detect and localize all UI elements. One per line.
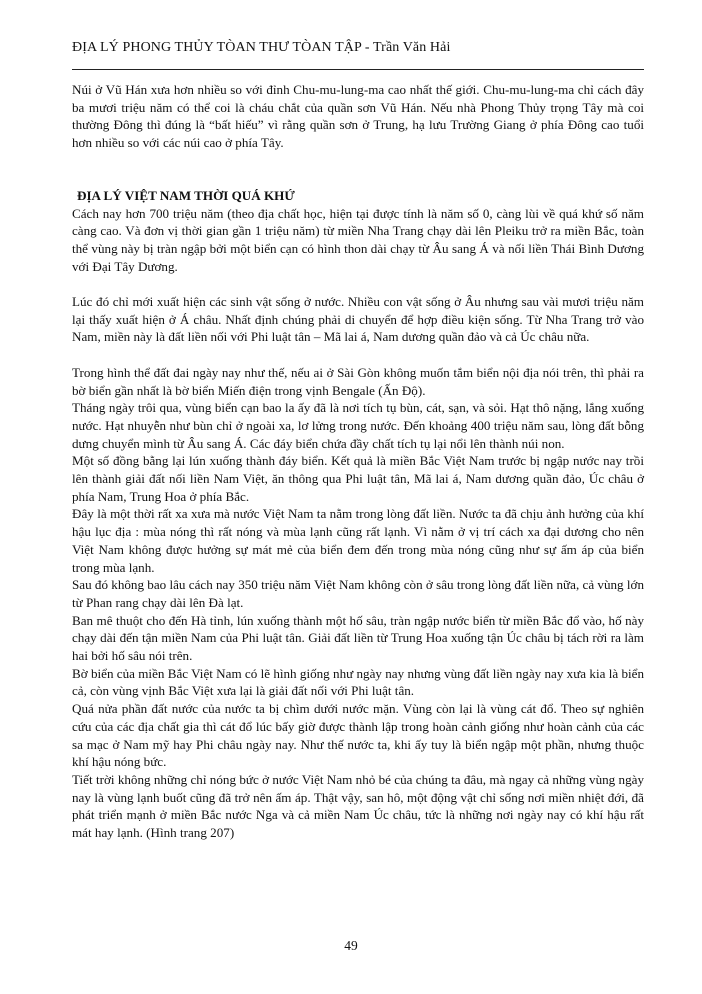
page-number: 49 — [344, 938, 358, 953]
intro-paragraph: Núi ở Vũ Hán xưa hơn nhiều so với đỉnh Chu-mu-lung-ma cao nhất thế giới. Chu-mu-lung-ma chỉ cách đây ba mươi triệu năm có thể coi là cháu chắt của quần sơn Vũ Hán. Nếu nhà Phong Thủy trọng Tây mà coi thường Đông thì đúng là “bất hiếu” vì rằng quần sơn ở Trung, hạ lưu Trường Giang ở phía Đông cao tuổi hơn nhiều so với các núi cao ở phía Tây. — [72, 82, 644, 151]
body-paragraph: Lúc đó chỉ mới xuất hiện các sinh vật sống ở nước. Nhiều con vật sống ở Âu nhưng sau vài mươi triệu năm lại thấy xuất hiện ở Á châu. Nhất định chúng phải di chuyển để hợp điều kiện sống. Từ Nha Trang trở vào Nam, miền này là đất liền nối với Phi luật tân – Mã lai á, Nam dương quần đảo và cả Úc châu nữa. — [72, 294, 644, 345]
body-paragraph: Tháng ngày trôi qua, vùng biển cạn bao la ấy đã là nơi tích tụ bùn, cát, sạn, và sỏi. Hạt thô nặng, lắng xuống nước. Hạt nhuyễn như bùn chỉ ở ngoài xa, lơ lửng trong nước. Đến khoảng 400 triệu năm sau, lòng đất bỗng dưng chuyển mình từ Âu sang Á. Các đáy biển chứa đầy chất tích tụ lại nổi lên thành núi non. — [72, 400, 644, 451]
running-header: ĐỊA LÝ PHONG THỦY TÒAN THƯ TÒAN TẬP - Trần Văn Hải — [72, 40, 451, 55]
body-paragraph: Sau đó không bao lâu cách nay 350 triệu năm Việt Nam không còn ở sâu trong lòng đất liền nữa, cả vùng lớn từ Phan rang chạy dài lên Đà lạt. — [72, 577, 644, 610]
body-paragraph: Quá nửa phần đất nước của nước ta bị chìm dưới nước mặn. Vùng còn lại là vùng cát đổ. Theo sự nghiên cứu của các địa chất gia thì cát đổ lúc bấy giờ được thành lập trong hoàn cảnh giống như hoàn cảnh của các sa mạc ở Nam mỹ hay Phi châu ngày nay. Như thế nước ta, khi ấy tuy là biển ngập một phần, nhưng thuộc khí hậu nóng bức. — [72, 701, 644, 770]
body-paragraph: Trong hình thể đất đai ngày nay như thế, nếu ai ở Sài Gòn không muốn tắm biển nội địa nói trên, thì phải ra bờ biển gần nhất là bờ biển Miến điện trong vịnh Bengale (Ấn Độ). — [72, 364, 644, 398]
body-paragraph: Cách nay hơn 700 triệu năm (theo địa chất học, hiện tại được tính là năm số 0, càng lùi về quá khứ số năm càng cao. Và đơn vị thời gian gần 1 triệu năm) từ miền Nha Trang chạy dài lên Pleiku trở ra miền Bắc, toàn thể vùng này bị tràn ngập bởi một biển cạn có hình thon dài chạy từ Âu sang Á và nối liền Thái Bình Dương với Đại Tây Dương. — [72, 205, 644, 274]
body-paragraph: Ban mê thuột cho đến Hà tỉnh, lún xuống thành một hố sâu, tràn ngập nước biển từ miền Bắc đổ vào, hố này chạy dài đến tận miền Nam của Phi luật tân. Giải đất liền từ Trung Hoa xuống tận Úc châu bị tách rời ra làm hai bởi hố sâu nói trên. — [72, 612, 644, 664]
body-paragraph: Một số đồng bằng lại lún xuống thành đáy biển. Kết quả là miền Bắc Việt Nam trước bị ngập nước nay trồi lên thành giải đất nối liền Nam Việt, ăn thông qua Phi luật tân, Mã lai á, Nam dương quần đảo, Úc châu ở phía Nam, Trung Hoa ở phía Bắc. — [72, 453, 644, 504]
body-paragraph: Bờ biển của miền Bắc Việt Nam có lẽ hình giống như ngày nay nhưng vùng đất liền ngày nay xưa kia là biển cả, còn vùng vịnh Bắc Việt xưa lại là giải đất nối với Phi luật tân. — [72, 665, 644, 699]
section-heading: ĐỊA LÝ VIỆT NAM THỜI QUÁ KHỨ — [77, 187, 295, 203]
body-paragraph: Tiết trời không những chỉ nóng bức ở nước Việt Nam nhỏ bé của chúng ta đâu, mà ngay cả những vùng ngày nay là vùng lạnh buốt cũng đã trở nên ấm áp. Thật vậy, san hô, một động vật chỉ sống nơi miền nhiệt đới, đã phát triển mạnh ở miền Bắc nước Nga và cả miền Nam Úc châu, tức là những nơi ngày nay có khí hậu rất mát hay lạnh. (Hình trang 207) — [72, 771, 644, 841]
header-divider — [72, 69, 644, 70]
page-body — [72, 81, 644, 842]
body-paragraph: Đây là một thời rất xa xưa mà nước Việt Nam ta nằm trong lòng đất liền. Nước ta đã chịu ảnh hưởng của khí hậu lục địa : mùa nóng thì rất nóng và mùa lạnh cũng rất lạnh. Vì nằm ở vị trí cách xa đại dương cho nên Việt Nam không được hưởng sự mát mẻ của biển đem đến trong mùa nóng cũng như sự ấm áp của biển trong mùa lạnh. — [72, 506, 644, 575]
